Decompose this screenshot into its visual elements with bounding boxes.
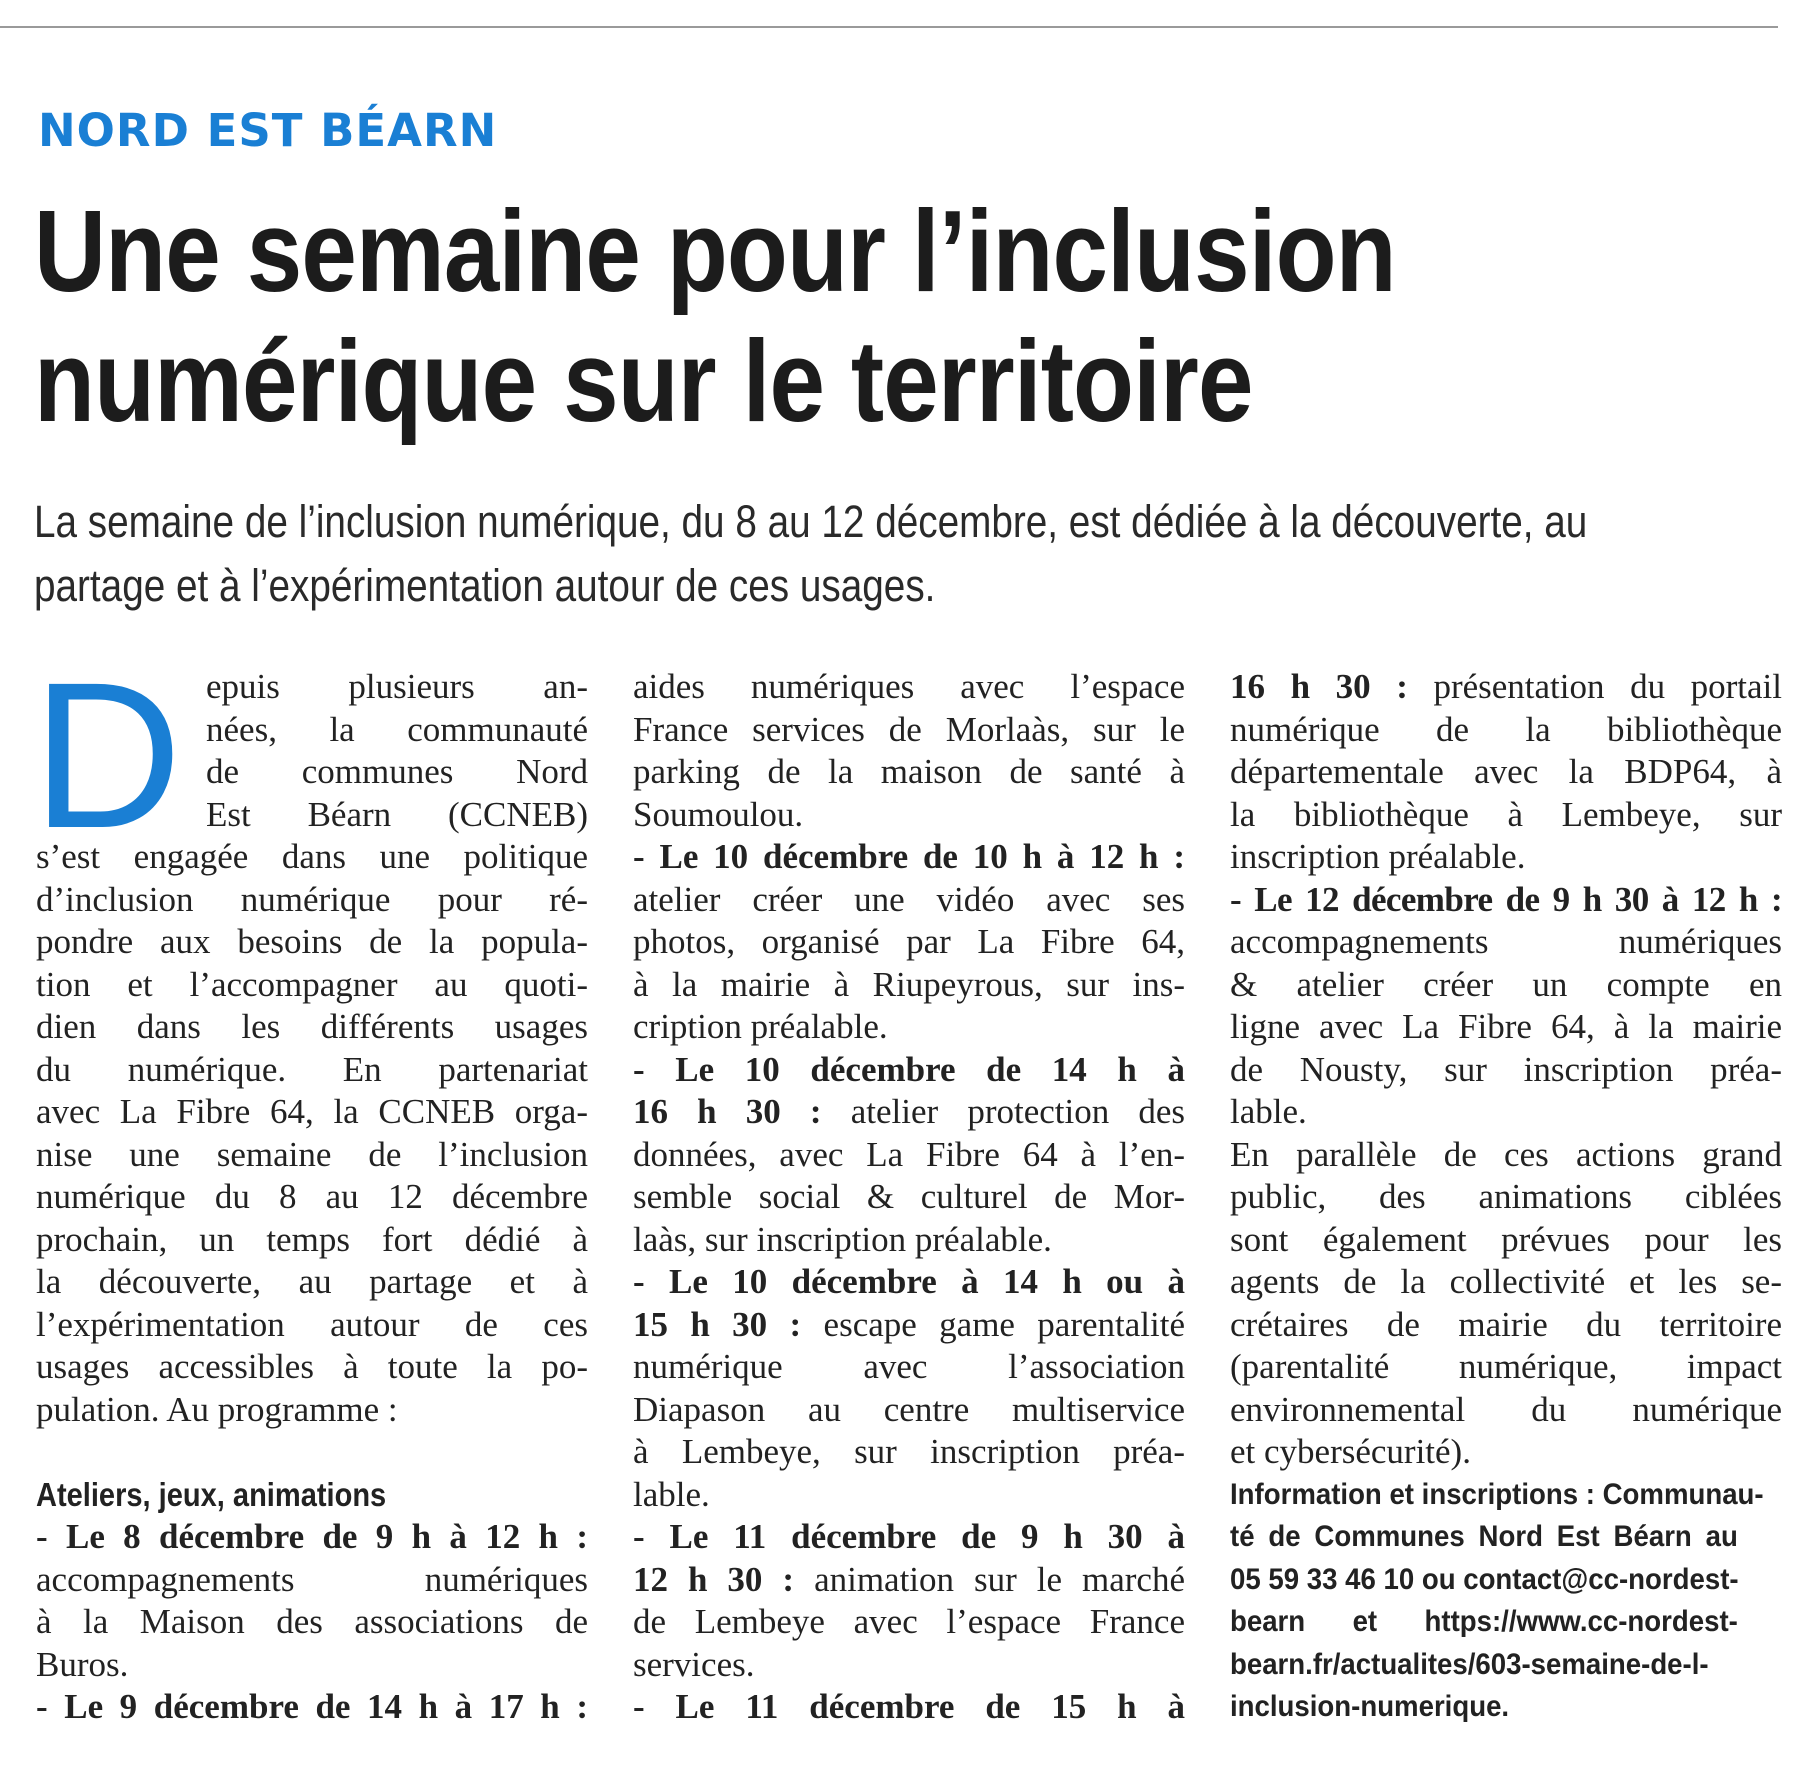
standfirst-line: La semaine de l’inclusion numérique, du 8 au 12 décembre, est dédiée à la découverte, au [34,496,1588,547]
body-text: escape game parentalité [823,1304,1185,1344]
body-line: accompagnements numériques [1230,922,1782,961]
body-text: présentation du portail [1433,667,1783,706]
info-text: bearn.fr/actualites/603-semaine-de-l- [1230,1647,1709,1681]
body-line: France services de Morlaàs, sur le [633,709,1185,749]
body-line: semble social & culturel de Mor- [633,1177,1185,1216]
standfirst-line: partage et à l’expérimentation autour de ces usages. [34,560,936,611]
subheading: Ateliers, jeux, animations [36,1475,387,1513]
body-line: à Lembeye, sur inscription préa- [633,1432,1185,1471]
body-line: numérique avec l’association [633,1347,1185,1386]
body-line [633,1559,1185,1602]
info-box [1230,1474,1782,1729]
column-1 [32,640,588,1729]
body-line: pondre aux besoins de la popula- [36,922,588,961]
info-text: inclusion-numerique. [1230,1690,1510,1723]
body-line: Est Béarn (CCNEB) [206,794,588,834]
event-time: 16 h 30 : [1230,667,1408,706]
event-heading: - Le 8 décembre de 9 h à 12 h : [36,1517,588,1556]
info-line [1230,1474,1782,1517]
body-line: tion et l’accompagner au quoti- [36,964,588,1004]
body-line: epuis plusieurs an- [206,667,588,706]
body-line: crétaires de mairie du territoire [1230,1304,1782,1344]
body-line [633,1091,1185,1134]
event-time: 12 h 30 : [633,1559,795,1599]
body-line: accompagnements numériques [36,1559,588,1599]
body-line: aides numériques avec l’espace [633,667,1185,706]
body-line: Soumoulou. [633,794,804,834]
body-line: sont également prévues pour les [1230,1219,1782,1259]
info-line [1230,1559,1782,1602]
body-line: public, des animations ciblées [1230,1177,1782,1216]
body-line: d’inclusion numérique pour ré- [36,879,588,919]
body-line: Buros. [36,1644,129,1684]
top-rule [0,26,1778,28]
event-heading: - Le 10 décembre à 14 h ou à [633,1262,1185,1301]
body-line: lable. [1230,1092,1307,1131]
body-line: parking de la maison de santé à [633,752,1185,791]
body-line: photos, organisé par La Fibre 64, [633,922,1185,961]
body-line: (parentalité numérique, impact [1230,1347,1782,1386]
body-line: nise une semaine de l’inclusion [36,1134,588,1174]
info-line [1230,1516,1782,1559]
body-line: ligne avec La Fibre 64, à la mairie [1230,1007,1782,1046]
body-line: inscription préalable. [1230,837,1526,876]
paragraph-spacer [36,1431,588,1474]
body-line: cription préalable. [633,1007,888,1046]
body-line: & atelier créer un compte en [1230,964,1782,1004]
info-text: Information et inscriptions : Communau- [1230,1477,1764,1511]
headline-line: numérique sur le territoire [34,316,1253,446]
section-rubric: NORD EST BÉARN [38,104,498,157]
body-line: nées, la communauté [206,709,588,749]
info-text: 05 59 33 46 10 ou contact@cc-nordest- [1230,1562,1739,1596]
body-line: En parallèle de ces actions grand [1230,1134,1782,1174]
event-heading: - Le 11 décembre de 15 h à [633,1687,1185,1726]
event-heading: - Le 9 décembre de 14 h à 17 h : [36,1687,588,1726]
body-line: numérique du 8 au 12 décembre [36,1177,588,1216]
body-line: agents de la collectivité et les se- [1230,1262,1782,1301]
event-time: 16 h 30 : [633,1092,822,1131]
body-line: lable. [633,1474,710,1514]
event-time: 15 h 30 : [633,1304,802,1344]
standfirst [34,490,1588,618]
body-line: la bibliothèque à Lembeye, sur [1230,794,1782,834]
body-line: à la Maison des associations de [36,1602,588,1641]
body-line: usages accessibles à toute la po- [36,1347,588,1386]
body-line: avec La Fibre 64, la CCNEB orga- [36,1092,588,1131]
body-line: prochain, un temps fort dédié à [36,1219,588,1259]
drop-cap: D [32,640,183,872]
body-line: pulation. Au programme : [36,1389,398,1429]
body-text: animation sur le marché [814,1559,1185,1599]
event-heading: - Le 10 décembre de 14 h à [633,1049,1185,1089]
body-line: la découverte, au partage et à [36,1262,588,1301]
column-2 [633,666,1185,1729]
headline-line: Une semaine pour l’inclusion [34,186,1396,316]
body-line [1230,666,1782,709]
body-line: laàs, sur inscription préalable. [633,1219,1052,1259]
body-text: atelier protection des [850,1092,1186,1131]
event-heading: - Le 11 décembre de 9 h 30 à [633,1517,1185,1556]
body-line: services. [633,1644,755,1684]
body-line: de communes Nord [206,752,588,791]
body-line: données, avec La Fibre 64 à l’en- [633,1134,1185,1174]
body-line: à la mairie à Riupeyrous, sur ins- [633,964,1185,1004]
body-line: environnemental du numérique [1230,1389,1782,1429]
info-text: té de Communes Nord Est Béarn au [1230,1520,1738,1553]
event-heading: - Le 10 décembre de 10 h à 12 h : [633,837,1185,876]
body-line: s’est engagée dans une politique [36,837,588,876]
body-line: et cybersécurité). [1230,1432,1471,1471]
body-line: de Lembeye avec l’espace France [633,1602,1185,1641]
column-3 [1230,666,1782,1729]
body-line: départementale avec la BDP64, à [1230,752,1782,791]
info-line [1230,1644,1782,1687]
body-line: du numérique. En partenariat [36,1049,588,1089]
event-heading: - Le 12 décembre de 9 h 30 à 12 h : [1230,879,1782,919]
body-line: dien dans les différents usages [36,1007,588,1046]
info-text: bearn et https://www.cc-nordest- [1230,1605,1738,1638]
body-line: atelier créer une vidéo avec ses [633,879,1185,919]
body-line [633,1304,1185,1347]
info-line [1230,1601,1782,1644]
headline [34,186,1530,446]
info-line [1230,1686,1782,1729]
body-line: l’expérimentation autour de ces [36,1304,588,1344]
body-line: numérique de la bibliothèque [1230,709,1782,749]
body-line: de Nousty, sur inscription préa- [1230,1049,1782,1089]
body-line: Diapason au centre multiservice [633,1389,1185,1429]
